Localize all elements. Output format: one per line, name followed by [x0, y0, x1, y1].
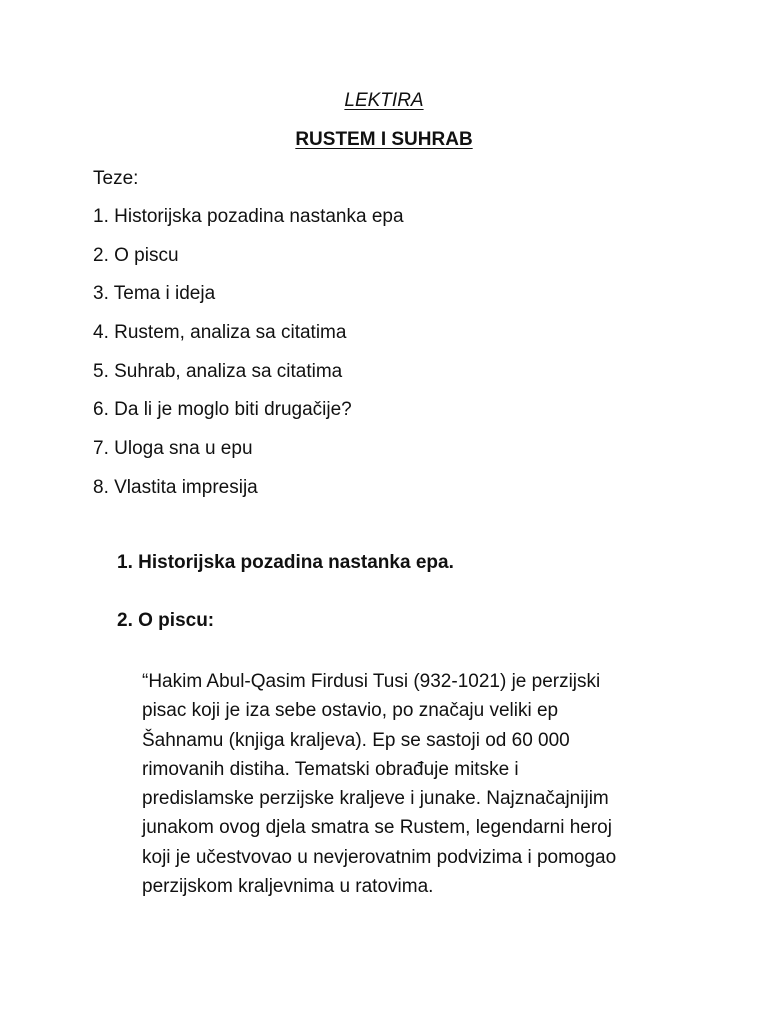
- quote-line: rimovanih distiha. Tematski obrađuje mitske i: [142, 758, 519, 780]
- thesis-item: 7. Uloga sna u epu: [93, 438, 253, 460]
- quote-line: pisac koji je iza sebe ostavio, po značaju veliki ep: [142, 700, 559, 722]
- quote-line: predislamske perzijske kraljeve i junake. Najznačajnijim: [142, 788, 609, 810]
- quote-line: koji je učestvovao u nevjerovatnim podvizima i pomogao: [142, 846, 617, 868]
- section-heading-history: 1. Historijska pozadina nastanka epa.: [117, 552, 454, 573]
- thesis-item: 1. Historijska pozadina nastanka epa: [93, 206, 404, 227]
- thesis-item: 5. Suhrab, analiza sa citatima: [93, 360, 343, 382]
- quote-line: Šahnamu (knjiga kraljeva). Ep se sastoji od 60 000: [142, 729, 570, 751]
- thesis-item: 4. Rustem, analiza sa citatima: [93, 322, 347, 344]
- thesis-item: 8. Vlastita impresija: [93, 476, 258, 498]
- document-label: LEKTIRA: [344, 90, 424, 111]
- thesis-item: 3. Tema i ideja: [93, 283, 216, 305]
- section-heading-author: 2. O piscu:: [117, 610, 215, 631]
- quote-line: perzijskom kraljevnima u ratovima.: [142, 876, 434, 898]
- theses-label: Teze:: [93, 168, 139, 189]
- author-quote: [142, 667, 702, 901]
- quote-line: junakom ovog djela smatra se Rustem, legendarni heroj: [142, 817, 612, 839]
- document-title: RUSTEM I SUHRAB: [295, 129, 473, 150]
- thesis-item: 6. Da li je moglo biti drugačije?: [93, 399, 352, 421]
- quote-line: “Hakim Abul-Qasim Firdusi Tusi (932-1021) je perzijski: [142, 671, 601, 692]
- thesis-item: 2. O piscu: [93, 244, 179, 266]
- theses-list: [93, 205, 404, 515]
